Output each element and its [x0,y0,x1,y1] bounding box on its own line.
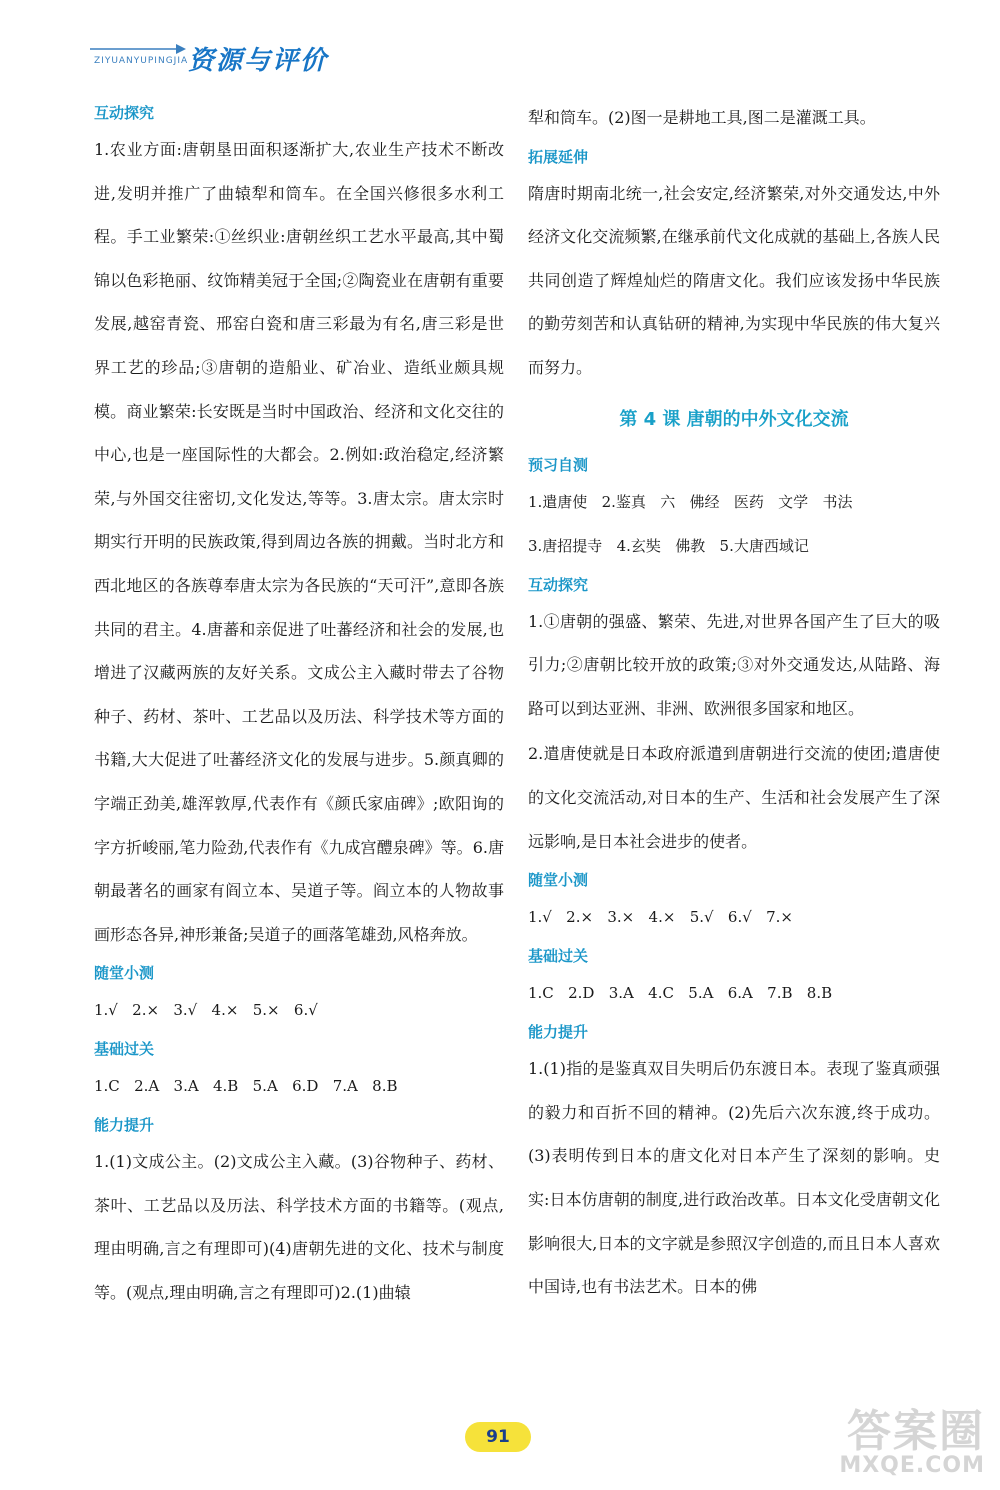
page-header [88,38,348,78]
arrow-icon [88,42,188,56]
tuozhan-text: 隋唐时期南北统一,社会安定,经济繁荣,对外交通发达,中外经济文化交流频繁,在继承前代文化成就的基础上,各族人民共同创造了辉煌灿烂的隋唐文化。我们应该发扬中华民族的勤劳刻苦和认真钻研的精神,为实现中华民族的伟大复兴而努力。 [528,183,940,377]
section-title-nengli: 能力提升 [94,1116,155,1135]
yuxi-answers-line2: 3.唐招提寺 4.玄奘 佛教 5.大唐西域记 [528,536,809,555]
section-title-nengli: 能力提升 [528,1023,589,1042]
right-column [528,96,940,1311]
header-brand: 资源与评价 [188,46,329,76]
nengli-answer-text: 1.(1)文成公主。(2)文成公主入藏。(3)谷物种子、药材、茶叶、工艺品以及历法、科学技术方面的书籍等。(观点,理由明确,言之有理即可)(4)唐朝先进的文化、技术与制度等。(观点,理由明确,言之有理即可)2.(1)曲辕 [94,1152,504,1303]
hudong-answer-text: 1.农业方面:唐朝垦田面积逐渐扩大,农业生产技术不断改进,发明并推广了曲辕犁和筒车。在全国兴修很多水利工程。手工业繁荣:①丝织业:唐朝丝织工艺水平最高,其中蜀锦以色彩艳丽、纹饰精美冠于全国;②陶瓷业在唐朝有重要发展,越窑青瓷、邢窑白瓷和唐三彩最为有名,唐三彩是世界工艺的珍品;③唐朝的造船业、矿冶业、造纸业颇具规模。商业繁荣:长安既是当时中国政治、经济和文化交往的中心,也是一座国际性的大都会。2.例如:政治稳定,经济繁荣,与外国交往密切,文化发达,等等。3.唐太宗。唐太宗时期实行开明的民族政策,得到周边各族的拥戴。当时北方和西北地区的各族尊奉唐太宗为各民族的“天可汗”,意即各族共同的君主。4.唐蕃和亲促进了吐蕃经济和社会的发展,也增进了汉藏两族的友好关系。文成公主入藏时带去了谷物种子、药材、茶叶、工艺品以及历法、科学技术等方面的书籍,大大促进了吐蕃经济文化的发展与进步。5.颜真卿的字端正劲美,雄浑敦厚,代表作有《颜氏家庙碑》;欧阳询的字方折峻丽,笔力险劲,代表作有《九成宫醴泉碑》等。6.唐朝最著名的画家有阎立本、吴道子等。阎立本的人物故事画形态各异,神形兼备;吴道子的画落笔雄劲,风格奔放。 [94,140,504,944]
watermark-top: 答案圈 [847,1406,985,1457]
hudong-answer-1: 1.①唐朝的强盛、繁荣、先进,对世界各国产生了巨大的吸引力;②唐朝比较开放的政策;③对外交通发达,从陆路、海路可以到达亚洲、非洲、欧洲很多国家和地区。 [528,611,940,718]
nengli-answer-text: 1.(1)指的是鉴真双目失明后仍东渡日本。表现了鉴真顽强的毅力和百折不回的精神。(2)先后六次东渡,终于成功。(3)表明传到日本的唐文化对日本产生了深刻的影响。史实:日本仿唐朝的制度,进行政治改革。日本文化受唐朝文化影响很大,日本的文字就是参照汉字创造的,而且日本人喜欢中国诗,也有书法艺术。日本的佛 [528,1059,940,1297]
left-column [94,96,504,1317]
lesson-title: 第 4 课 唐朝的中外文化交流 [619,408,849,430]
section-title-suitang: 随堂小测 [94,964,155,983]
watermark-logo [780,1395,985,1485]
section-title-suitang: 随堂小测 [528,871,589,890]
section-title-yuxi: 预习自测 [528,455,589,474]
suitang-answers: 1.√ 2.× 3.√ 4.× 5.× 6.√ [94,1001,318,1020]
section-title-jichu: 基础过关 [528,947,589,966]
jichu-answers: 1.C 2.D 3.A 4.C 5.A 6.A 7.B 8.B [528,984,833,1003]
jichu-answers: 1.C 2.A 3.A 4.B 5.A 6.D 7.A 8.B [94,1077,398,1096]
section-title-jichu: 基础过关 [94,1040,155,1059]
hudong-answer-2: 2.遣唐使就是日本政府派遣到唐朝进行交流的使团;遣唐使的文化交流活动,对日本的生产、生活和社会发展产生了深远影响,是日本社会进步的使者。 [528,744,940,851]
watermark-bottom: MXQE.COM [839,1453,985,1478]
section-title-hudong: 互动探究 [528,575,589,594]
continued-text: 犁和筒车。(2)图一是耕地工具,图二是灌溉工具。 [528,108,876,127]
header-pinyin: ZIYUANYUPINGJIA [94,56,189,66]
page-number: 91 [465,1422,531,1452]
yuxi-answers-line1: 1.遣唐使 2.鉴真 六 佛经 医药 文学 书法 [528,492,853,511]
suitang-answers: 1.√ 2.× 3.× 4.× 5.√ 6.√ 7.× [528,908,793,927]
section-title-tuozhan: 拓展延伸 [528,147,589,166]
section-title-hudong: 互动探究 [94,104,155,122]
